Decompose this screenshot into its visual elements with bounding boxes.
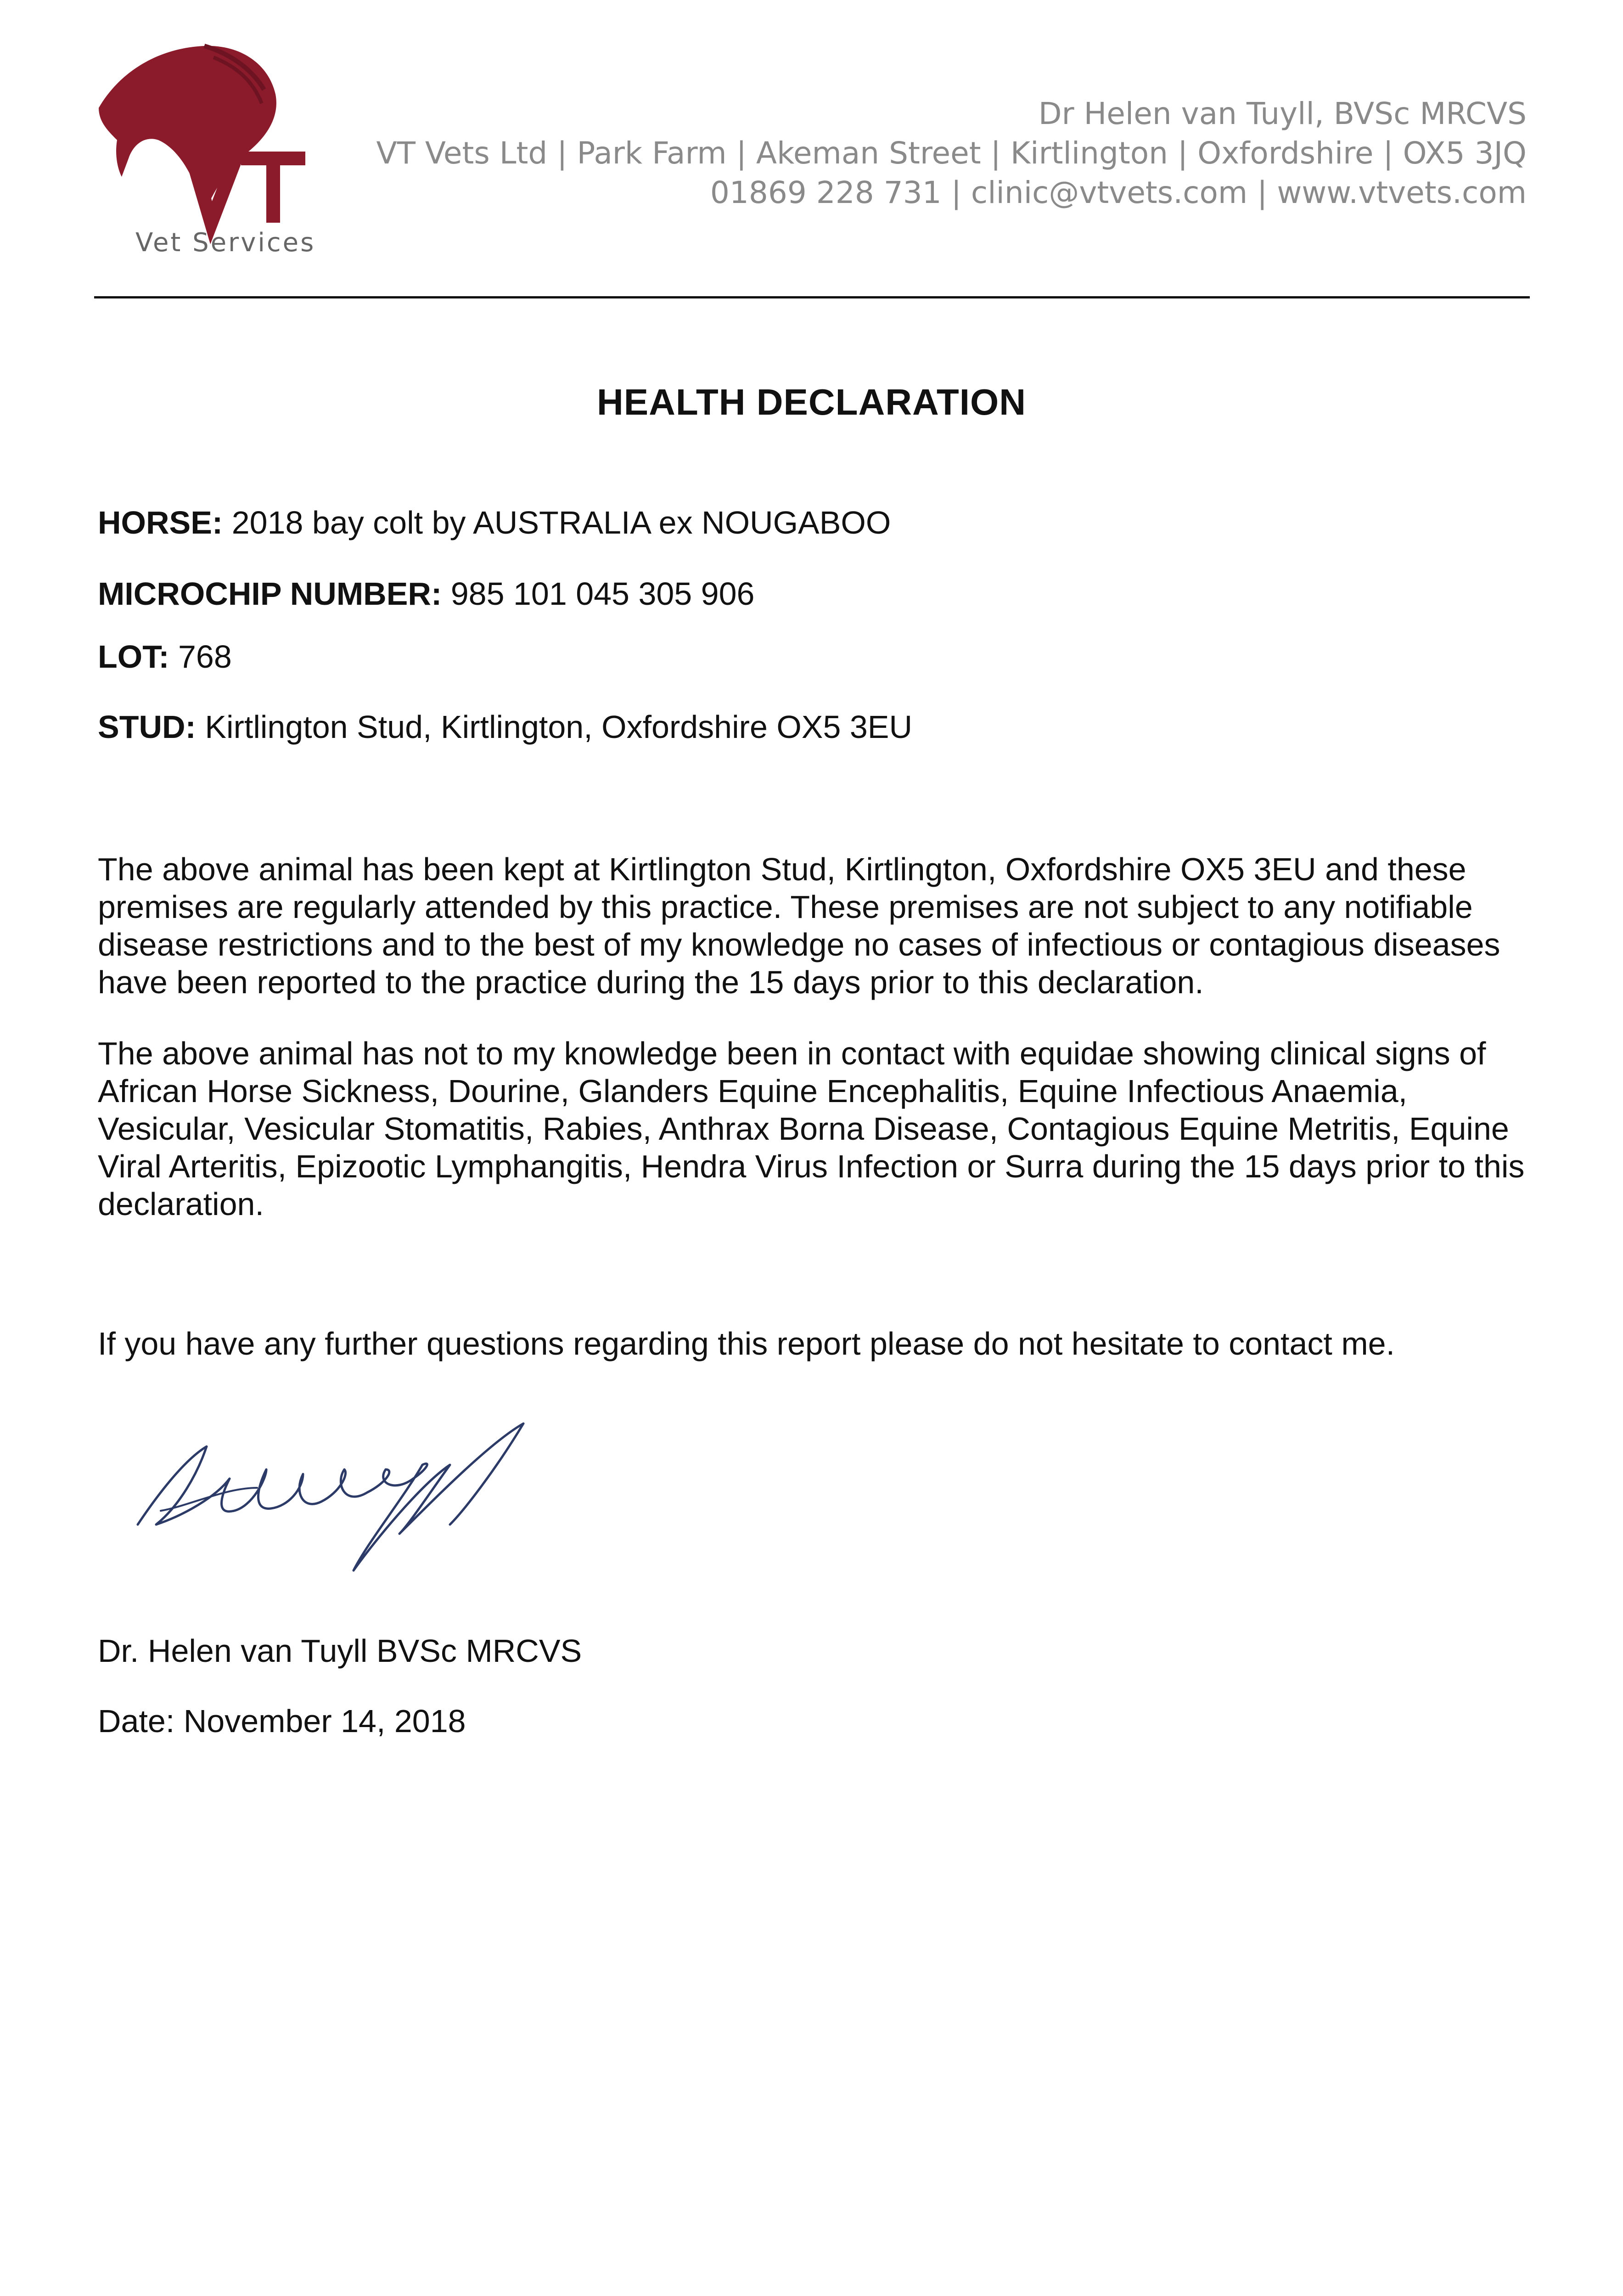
vt-vet-services-logo <box>90 39 411 259</box>
field-horse <box>98 504 891 541</box>
signature-icon <box>129 1419 634 1589</box>
document-title: HEALTH DECLARATION <box>597 382 1026 422</box>
declaration-paragraph-1: The above animal has been kept at Kirtlington Stud, Kirtlington, Oxfordshire OX5 3EU and these premises are regularly attended by this practice. These premises are not subject to any notifiable disease restrictions and to the best of my knowledge no cases of infectious or contagious diseases have been reported to the practice during the 15 days prior to this declaration. <box>98 851 1500 1000</box>
field-lot-label: LOT: <box>98 639 169 675</box>
field-microchip-label: MICROCHIP NUMBER: <box>98 576 442 612</box>
field-lot-value: 768 <box>178 639 232 675</box>
handwritten-signature <box>129 1419 634 1589</box>
logo-subtext: Vet Services <box>135 228 316 258</box>
field-horse-value: 2018 bay colt by AUSTRALIA ex NOUGABOO <box>231 505 891 540</box>
field-horse-label: HORSE: <box>98 505 223 540</box>
declaration-date: Date: November 14, 2018 <box>98 1703 466 1739</box>
horse-head-logo-icon <box>90 39 411 259</box>
letterhead <box>376 94 1527 213</box>
field-lot <box>98 638 232 675</box>
field-stud-label: STUD: <box>98 709 196 745</box>
field-microchip <box>98 575 754 612</box>
practitioner-line: Dr Helen van Tuyll, BVSc MRCVS <box>1038 96 1527 131</box>
field-stud-value: Kirtlington Stud, Kirtlington, Oxfordshire OX5 3EU <box>205 709 913 745</box>
address-line: VT Vets Ltd | Park Farm | Akeman Street | Kirtlington | Oxfordshire | OX5 3JQ <box>376 135 1527 171</box>
closing-paragraph: If you have any further questions regarding this report please do not hesitate to contact me. <box>98 1326 1395 1362</box>
signatory-name: Dr. Helen van Tuyll BVSc MRCVS <box>98 1633 582 1669</box>
field-microchip-value: 985 101 045 305 906 <box>450 576 755 612</box>
header-divider <box>94 296 1530 298</box>
field-stud <box>98 709 912 745</box>
contact-line: 01869 228 731 | clinic@vtvets.com | www.vtvets.com <box>710 175 1527 210</box>
declaration-paragraph-2: The above animal has not to my knowledge been in contact with equidae showing clinical signs of African Horse Sickness, Dourine, Glanders Equine Encephalitis, Equine Infectious Anaemia, Vesicular, Vesicular Stomatitis, Rabies, Anthrax Borna Disease, Contagious Equine Metritis, Equine Viral Arteritis, Epizootic Lymphangitis, Hendra Virus Infection or Surra during the 15 days prior to this declaration. <box>98 1035 1525 1222</box>
